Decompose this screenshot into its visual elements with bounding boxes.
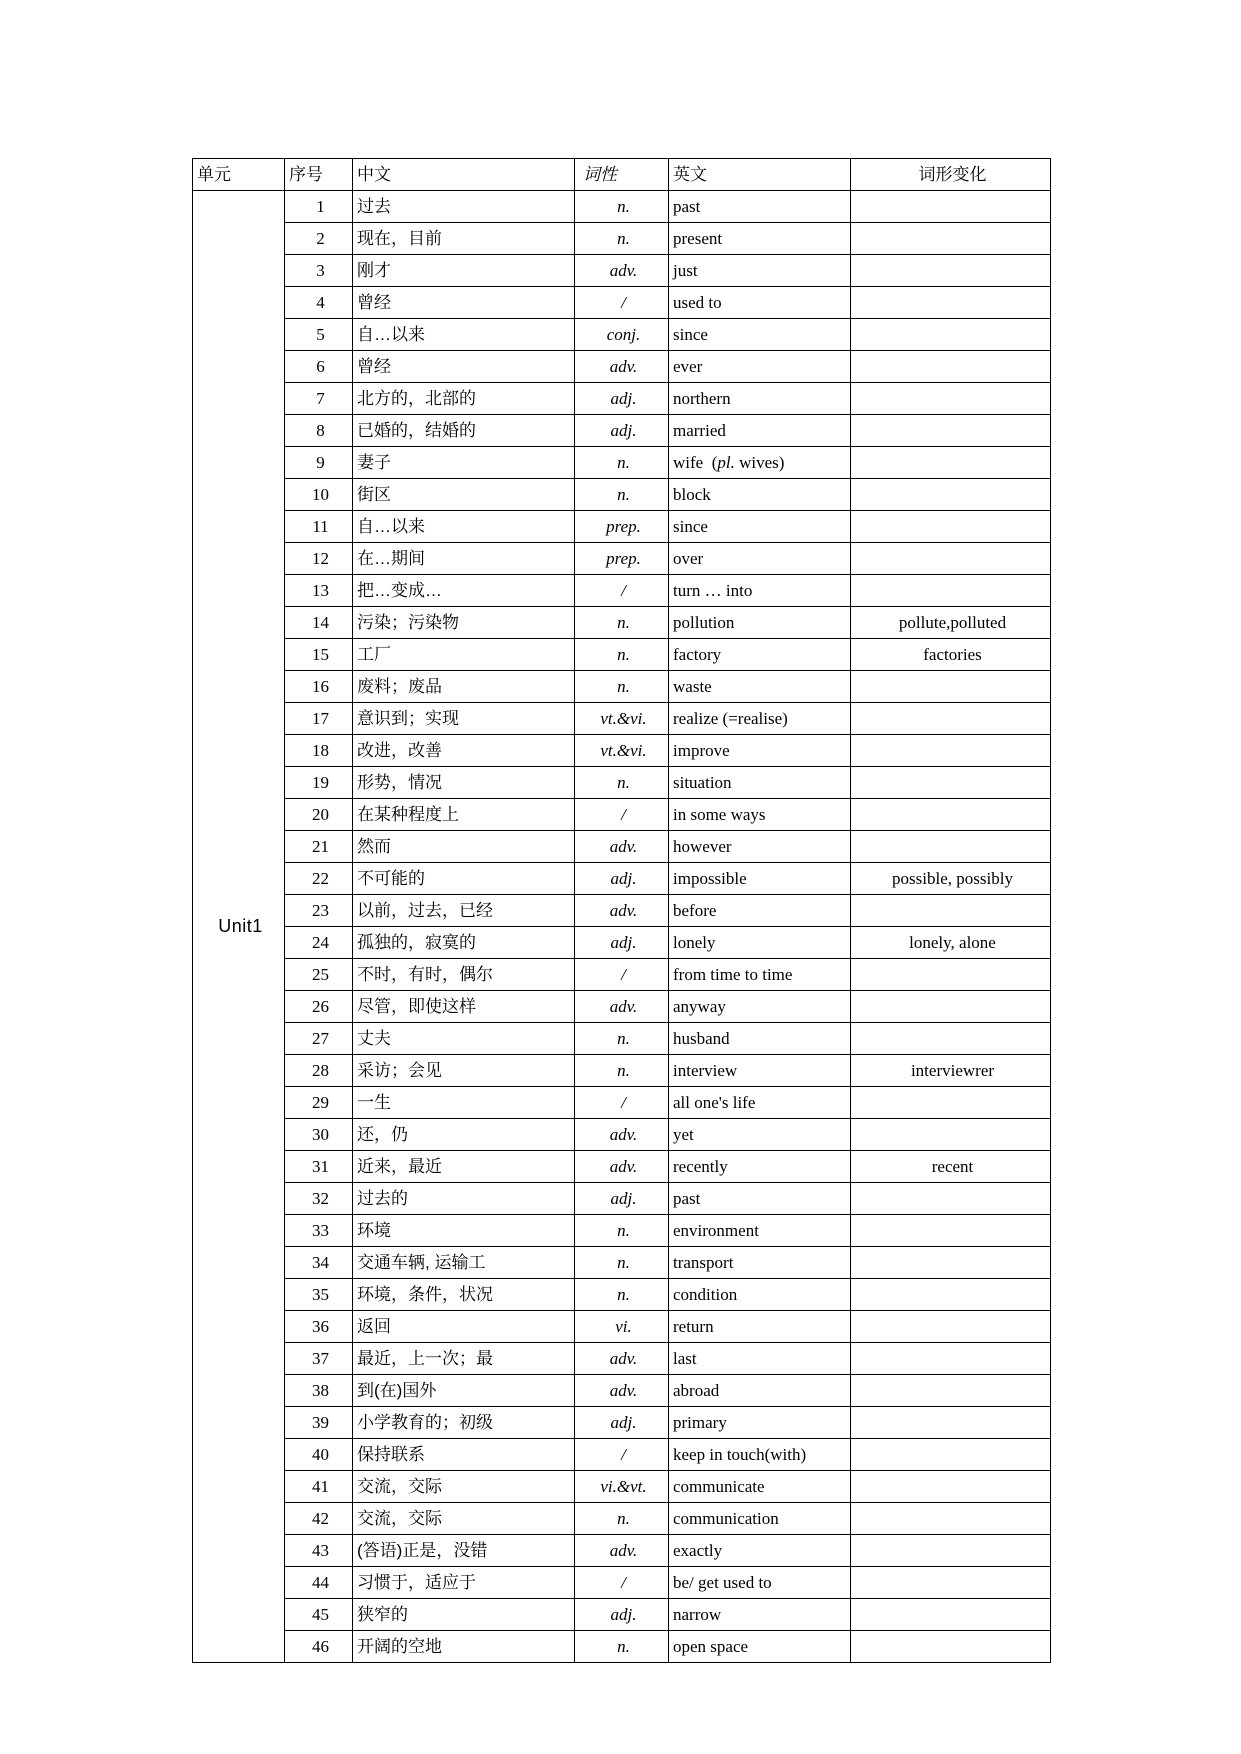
chinese-meaning: 到(在)国外 (353, 1375, 575, 1407)
chinese-meaning: 意识到；实现 (353, 703, 575, 735)
english-word: anyway (669, 991, 851, 1023)
chinese-meaning: 在某种程度上 (353, 799, 575, 831)
word-form-change: pollute,polluted (851, 607, 1051, 639)
english-word: wife (pl. wives) (669, 447, 851, 479)
word-form-change (851, 1279, 1051, 1311)
part-of-speech: n. (575, 767, 669, 799)
table-row (193, 1471, 1051, 1503)
chinese-meaning: 不时，有时，偶尔 (353, 959, 575, 991)
chinese-meaning: 采访；会见 (353, 1055, 575, 1087)
english-word: return (669, 1311, 851, 1343)
chinese-meaning: 习惯于，适应于 (353, 1567, 575, 1599)
part-of-speech: adv. (575, 1119, 669, 1151)
word-form-change (851, 479, 1051, 511)
word-form-change (851, 1119, 1051, 1151)
word-form-change (851, 383, 1051, 415)
chinese-meaning: 小学教育的；初级 (353, 1407, 575, 1439)
english-word: married (669, 415, 851, 447)
row-number: 19 (285, 767, 353, 799)
part-of-speech: / (575, 1087, 669, 1119)
part-of-speech: n. (575, 479, 669, 511)
word-form-change: possible, possibly (851, 863, 1051, 895)
english-word: used to (669, 287, 851, 319)
word-form-change (851, 447, 1051, 479)
chinese-meaning: 孤独的，寂寞的 (353, 927, 575, 959)
chinese-meaning: 最近，上一次；最 (353, 1343, 575, 1375)
table-row (193, 319, 1051, 351)
english-word: keep in touch(with) (669, 1439, 851, 1471)
part-of-speech: adv. (575, 255, 669, 287)
part-of-speech: adj. (575, 383, 669, 415)
word-form-change (851, 1535, 1051, 1567)
word-form-change (851, 415, 1051, 447)
part-of-speech: / (575, 575, 669, 607)
row-number: 1 (285, 191, 353, 223)
chinese-meaning: (答语)正是，没错 (353, 1535, 575, 1567)
part-of-speech: n. (575, 671, 669, 703)
english-word: abroad (669, 1375, 851, 1407)
part-of-speech: / (575, 799, 669, 831)
row-number: 17 (285, 703, 353, 735)
word-form-change (851, 1407, 1051, 1439)
row-number: 27 (285, 1023, 353, 1055)
part-of-speech: n. (575, 447, 669, 479)
table-row (193, 447, 1051, 479)
english-word: from time to time (669, 959, 851, 991)
row-number: 10 (285, 479, 353, 511)
row-number: 6 (285, 351, 353, 383)
word-form-change (851, 1599, 1051, 1631)
english-word: improve (669, 735, 851, 767)
english-word: before (669, 895, 851, 927)
table-row (193, 415, 1051, 447)
word-form-change (851, 703, 1051, 735)
word-form-change (851, 671, 1051, 703)
word-form-change (851, 1023, 1051, 1055)
table-row (193, 1247, 1051, 1279)
table-row (193, 287, 1051, 319)
table-row (193, 1183, 1051, 1215)
english-word: communicate (669, 1471, 851, 1503)
row-number: 3 (285, 255, 353, 287)
row-number: 31 (285, 1151, 353, 1183)
vocabulary-table-wrapper (192, 158, 1050, 1663)
header-chinese: 中文 (353, 159, 575, 191)
table-row (193, 1535, 1051, 1567)
english-word: exactly (669, 1535, 851, 1567)
table-row (193, 1343, 1051, 1375)
table-row (193, 383, 1051, 415)
english-word: interview (669, 1055, 851, 1087)
part-of-speech: conj. (575, 319, 669, 351)
english-word: primary (669, 1407, 851, 1439)
row-number: 44 (285, 1567, 353, 1599)
chinese-meaning: 交通车辆, 运输工 (353, 1247, 575, 1279)
vocabulary-table (192, 158, 1051, 1663)
table-row (193, 223, 1051, 255)
row-number: 9 (285, 447, 353, 479)
english-word: past (669, 1183, 851, 1215)
row-number: 45 (285, 1599, 353, 1631)
header-no: 序号 (285, 159, 353, 191)
part-of-speech: adv. (575, 1343, 669, 1375)
table-row (193, 1439, 1051, 1471)
chinese-meaning: 刚才 (353, 255, 575, 287)
table-row (193, 799, 1051, 831)
part-of-speech: adv. (575, 895, 669, 927)
row-number: 30 (285, 1119, 353, 1151)
part-of-speech: / (575, 1567, 669, 1599)
word-form-change (851, 767, 1051, 799)
english-word: over (669, 543, 851, 575)
row-number: 41 (285, 1471, 353, 1503)
table-row (193, 1375, 1051, 1407)
table-row (193, 479, 1051, 511)
word-form-change: factories (851, 639, 1051, 671)
table-row (193, 735, 1051, 767)
word-form-change (851, 255, 1051, 287)
part-of-speech: n. (575, 1215, 669, 1247)
row-number: 36 (285, 1311, 353, 1343)
word-form-change (851, 1439, 1051, 1471)
chinese-meaning: 把…变成… (353, 575, 575, 607)
part-of-speech: n. (575, 1631, 669, 1663)
english-word: be/ get used to (669, 1567, 851, 1599)
english-word: turn … into (669, 575, 851, 607)
part-of-speech: n. (575, 1055, 669, 1087)
english-word: present (669, 223, 851, 255)
word-form-change (851, 287, 1051, 319)
chinese-meaning: 丈夫 (353, 1023, 575, 1055)
part-of-speech: adj. (575, 863, 669, 895)
chinese-meaning: 改进，改善 (353, 735, 575, 767)
word-form-change (851, 959, 1051, 991)
part-of-speech: adv. (575, 1535, 669, 1567)
word-form-change (851, 1631, 1051, 1663)
row-number: 20 (285, 799, 353, 831)
row-number: 33 (285, 1215, 353, 1247)
word-form-change: recent (851, 1151, 1051, 1183)
chinese-meaning: 曾经 (353, 351, 575, 383)
table-row (193, 767, 1051, 799)
chinese-meaning: 自…以来 (353, 319, 575, 351)
english-word: since (669, 511, 851, 543)
unit-label-cell: Unit1 (193, 191, 285, 1663)
part-of-speech: / (575, 959, 669, 991)
chinese-meaning: 还，仍 (353, 1119, 575, 1151)
english-word: narrow (669, 1599, 851, 1631)
chinese-meaning: 环境，条件，状况 (353, 1279, 575, 1311)
english-word: communication (669, 1503, 851, 1535)
table-row (193, 1311, 1051, 1343)
row-number: 35 (285, 1279, 353, 1311)
word-form-change (851, 1215, 1051, 1247)
english-word: in some ways (669, 799, 851, 831)
english-word: husband (669, 1023, 851, 1055)
chinese-meaning: 现在，目前 (353, 223, 575, 255)
table-row (193, 1055, 1051, 1087)
row-number: 18 (285, 735, 353, 767)
table-row (193, 895, 1051, 927)
word-form-change (851, 1183, 1051, 1215)
row-number: 26 (285, 991, 353, 1023)
part-of-speech: adj. (575, 1599, 669, 1631)
table-row (193, 1151, 1051, 1183)
part-of-speech: adj. (575, 1407, 669, 1439)
row-number: 29 (285, 1087, 353, 1119)
row-number: 14 (285, 607, 353, 639)
english-word: lonely (669, 927, 851, 959)
row-number: 25 (285, 959, 353, 991)
chinese-meaning: 返回 (353, 1311, 575, 1343)
row-number: 16 (285, 671, 353, 703)
english-word: condition (669, 1279, 851, 1311)
english-word: northern (669, 383, 851, 415)
table-row (193, 1119, 1051, 1151)
part-of-speech: n. (575, 639, 669, 671)
word-form-change (851, 351, 1051, 383)
row-number: 7 (285, 383, 353, 415)
row-number: 13 (285, 575, 353, 607)
chinese-meaning: 一生 (353, 1087, 575, 1119)
table-row (193, 1631, 1051, 1663)
row-number: 42 (285, 1503, 353, 1535)
part-of-speech: vi. (575, 1311, 669, 1343)
english-word: block (669, 479, 851, 511)
word-form-change (851, 1311, 1051, 1343)
english-word: transport (669, 1247, 851, 1279)
row-number: 38 (285, 1375, 353, 1407)
word-form-change (851, 543, 1051, 575)
row-number: 23 (285, 895, 353, 927)
row-number: 34 (285, 1247, 353, 1279)
english-word: realize (=realise) (669, 703, 851, 735)
part-of-speech: adj. (575, 1183, 669, 1215)
row-number: 2 (285, 223, 353, 255)
chinese-meaning: 保持联系 (353, 1439, 575, 1471)
part-of-speech: prep. (575, 543, 669, 575)
word-form-change (851, 1471, 1051, 1503)
word-form-change (851, 799, 1051, 831)
english-word: all one's life (669, 1087, 851, 1119)
word-form-change (851, 1375, 1051, 1407)
part-of-speech: / (575, 287, 669, 319)
part-of-speech: n. (575, 191, 669, 223)
word-form-change (851, 575, 1051, 607)
part-of-speech: adj. (575, 927, 669, 959)
table-row (193, 1567, 1051, 1599)
chinese-meaning: 工厂 (353, 639, 575, 671)
english-word: situation (669, 767, 851, 799)
english-word: ever (669, 351, 851, 383)
word-form-change (851, 735, 1051, 767)
english-word: open space (669, 1631, 851, 1663)
english-word: pollution (669, 607, 851, 639)
chinese-meaning: 污染；污染物 (353, 607, 575, 639)
english-word: yet (669, 1119, 851, 1151)
table-row (193, 575, 1051, 607)
row-number: 43 (285, 1535, 353, 1567)
row-number: 39 (285, 1407, 353, 1439)
row-number: 11 (285, 511, 353, 543)
table-row (193, 831, 1051, 863)
chinese-meaning: 开阔的空地 (353, 1631, 575, 1663)
header-pos: 词性 (575, 159, 669, 191)
chinese-meaning: 尽管，即使这样 (353, 991, 575, 1023)
chinese-meaning: 交流，交际 (353, 1503, 575, 1535)
table-row (193, 351, 1051, 383)
word-form-change (851, 1087, 1051, 1119)
table-row (193, 1503, 1051, 1535)
chinese-meaning: 交流，交际 (353, 1471, 575, 1503)
word-form-change (851, 319, 1051, 351)
english-word: factory (669, 639, 851, 671)
row-number: 46 (285, 1631, 353, 1663)
row-number: 40 (285, 1439, 353, 1471)
part-of-speech: n. (575, 223, 669, 255)
table-row (193, 1215, 1051, 1247)
word-form-change (851, 1343, 1051, 1375)
word-form-change (851, 1247, 1051, 1279)
table-row (193, 1599, 1051, 1631)
word-form-change (851, 1503, 1051, 1535)
table-row (193, 703, 1051, 735)
part-of-speech: vi.&vt. (575, 1471, 669, 1503)
row-number: 4 (285, 287, 353, 319)
chinese-meaning: 过去的 (353, 1183, 575, 1215)
english-word: recently (669, 1151, 851, 1183)
chinese-meaning: 废料；废品 (353, 671, 575, 703)
chinese-meaning: 近来，最近 (353, 1151, 575, 1183)
english-word: just (669, 255, 851, 287)
part-of-speech: n. (575, 1503, 669, 1535)
word-form-change (851, 991, 1051, 1023)
row-number: 12 (285, 543, 353, 575)
row-number: 28 (285, 1055, 353, 1087)
part-of-speech: adv. (575, 351, 669, 383)
part-of-speech: n. (575, 1023, 669, 1055)
row-number: 15 (285, 639, 353, 671)
row-number: 5 (285, 319, 353, 351)
table-row (193, 1023, 1051, 1055)
part-of-speech: n. (575, 607, 669, 639)
header-english: 英文 (669, 159, 851, 191)
table-row (193, 1279, 1051, 1311)
table-row (193, 1407, 1051, 1439)
part-of-speech: adv. (575, 1151, 669, 1183)
part-of-speech: n. (575, 1247, 669, 1279)
table-row (193, 255, 1051, 287)
row-number: 22 (285, 863, 353, 895)
word-form-change: lonely, alone (851, 927, 1051, 959)
chinese-meaning: 北方的，北部的 (353, 383, 575, 415)
chinese-meaning: 过去 (353, 191, 575, 223)
table-row (193, 671, 1051, 703)
chinese-meaning: 环境 (353, 1215, 575, 1247)
word-form-change: interviewrer (851, 1055, 1051, 1087)
part-of-speech: adv. (575, 831, 669, 863)
word-form-change (851, 511, 1051, 543)
chinese-meaning: 不可能的 (353, 863, 575, 895)
word-form-change (851, 1567, 1051, 1599)
word-form-change (851, 191, 1051, 223)
english-word: environment (669, 1215, 851, 1247)
table-row (193, 991, 1051, 1023)
table-row (193, 639, 1051, 671)
part-of-speech: prep. (575, 511, 669, 543)
row-number: 37 (285, 1343, 353, 1375)
table-row (193, 543, 1051, 575)
row-number: 21 (285, 831, 353, 863)
word-form-change (851, 895, 1051, 927)
part-of-speech: vt.&vi. (575, 703, 669, 735)
word-form-change (851, 831, 1051, 863)
english-word: however (669, 831, 851, 863)
chinese-meaning: 以前，过去，已经 (353, 895, 575, 927)
table-row (193, 511, 1051, 543)
part-of-speech: adj. (575, 415, 669, 447)
part-of-speech: n. (575, 1279, 669, 1311)
chinese-meaning: 狭窄的 (353, 1599, 575, 1631)
english-word: past (669, 191, 851, 223)
chinese-meaning: 街区 (353, 479, 575, 511)
header-unit: 单元 (193, 159, 285, 191)
english-word: impossible (669, 863, 851, 895)
table-row (193, 191, 1051, 223)
chinese-meaning: 在…期间 (353, 543, 575, 575)
row-number: 32 (285, 1183, 353, 1215)
part-of-speech: adv. (575, 991, 669, 1023)
chinese-meaning: 自…以来 (353, 511, 575, 543)
part-of-speech: adv. (575, 1375, 669, 1407)
table-row (193, 607, 1051, 639)
table-row (193, 863, 1051, 895)
chinese-meaning: 曾经 (353, 287, 575, 319)
table-row (193, 959, 1051, 991)
chinese-meaning: 已婚的，结婚的 (353, 415, 575, 447)
chinese-meaning: 然而 (353, 831, 575, 863)
table-header-row (193, 159, 1051, 191)
word-form-change (851, 223, 1051, 255)
english-word: since (669, 319, 851, 351)
header-form: 词形变化 (851, 159, 1051, 191)
english-word: last (669, 1343, 851, 1375)
part-of-speech: vt.&vi. (575, 735, 669, 767)
part-of-speech: / (575, 1439, 669, 1471)
row-number: 8 (285, 415, 353, 447)
row-number: 24 (285, 927, 353, 959)
table-row (193, 927, 1051, 959)
chinese-meaning: 妻子 (353, 447, 575, 479)
chinese-meaning: 形势，情况 (353, 767, 575, 799)
english-word: waste (669, 671, 851, 703)
table-row (193, 1087, 1051, 1119)
